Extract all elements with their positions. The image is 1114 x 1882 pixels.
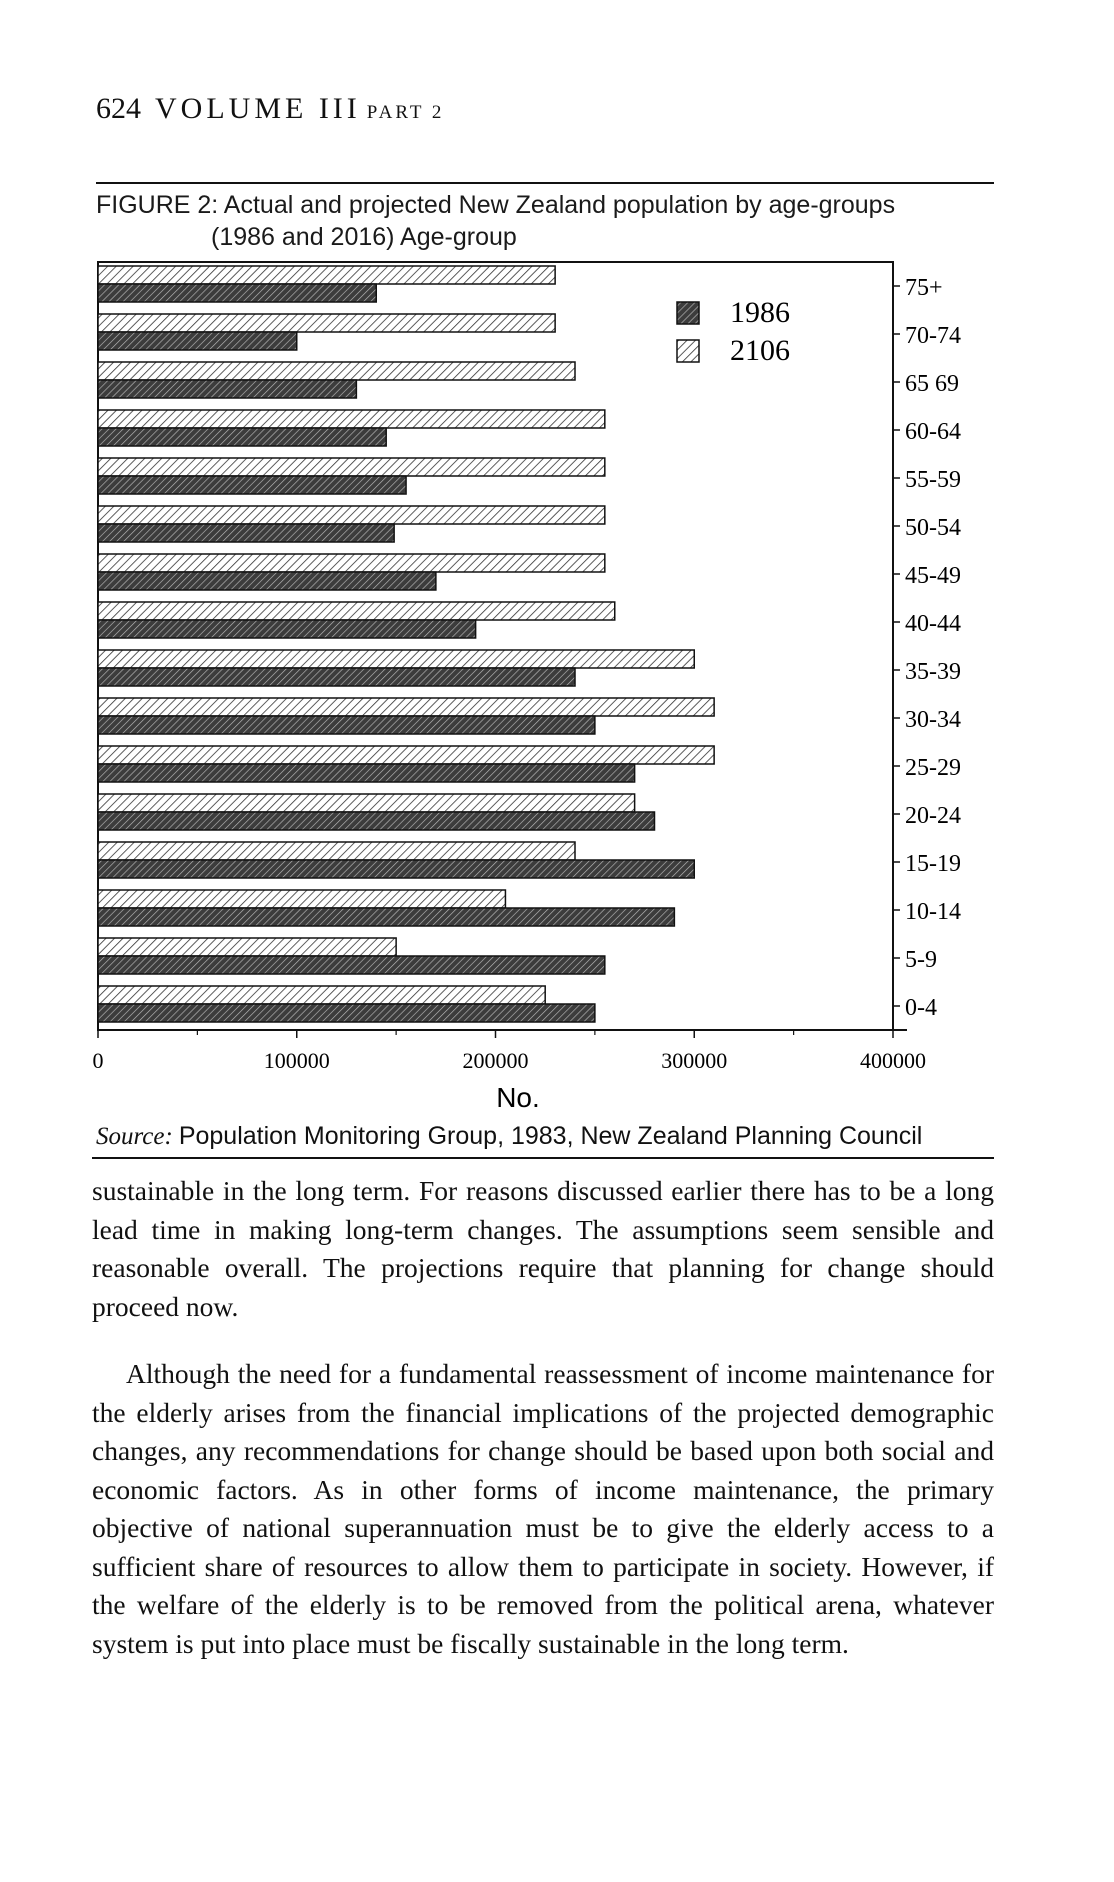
bar-2106-65-69: [98, 362, 575, 380]
legend-label-2106: 2106: [730, 334, 790, 367]
bar-1986-45-49: [98, 572, 436, 590]
bar-1986-40-44: [98, 620, 476, 638]
bar-1986-20-24: [98, 812, 655, 830]
legend-swatch-2106: [677, 340, 699, 362]
paragraph-1: sustainable in the long term. For reasons discussed earlier there has to be a long lead time in making long-term changes. The assumptions seem sensible and reasonable overall. The projections require that planning for change should proceed now.: [92, 1175, 994, 1322]
bar-2106-35-39: [98, 650, 694, 668]
y-tick-label-35-39: 35-39: [905, 659, 961, 685]
x-tick-label-300000: 300000: [661, 1048, 728, 1073]
bar-1986-5-9: [98, 956, 605, 974]
x-tick-label-0: 0: [92, 1048, 104, 1073]
x-tick-label-100000: 100000: [263, 1048, 330, 1073]
bar-2106-40-44: [98, 602, 615, 620]
y-tick-label-65-69: 65 69: [905, 371, 959, 397]
volume-label: VOLUME III: [155, 92, 361, 125]
bar-2106-75: [98, 266, 555, 284]
y-tick-label-50-54: 50-54: [905, 515, 961, 541]
source-label: Source:: [96, 1123, 173, 1150]
bar-2106-70-74: [98, 314, 555, 332]
caption-line-2: (1986 and 2016) Age-group: [211, 223, 517, 251]
bar-2106-10-14: [98, 890, 505, 908]
bar-1986-25-29: [98, 764, 635, 782]
bar-2106-15-19: [98, 842, 575, 860]
y-tick-label-45-49: 45-49: [905, 563, 961, 589]
x-tick-label-200000: 200000: [462, 1048, 529, 1073]
page-number: 624: [96, 92, 141, 125]
legend-swatch-1986: [677, 302, 699, 324]
bottom-rule: [92, 1157, 994, 1159]
caption-line-1: FIGURE 2: Actual and projected New Zealand population by age-groups: [96, 191, 896, 219]
y-tick-label-20-24: 20-24: [905, 803, 961, 829]
bar-2106-60-64: [98, 410, 605, 428]
bar-2106-25-29: [98, 746, 714, 764]
bar-2106-45-49: [98, 554, 605, 572]
bar-1986-0-4: [98, 1004, 595, 1022]
bar-1986-65-69: [98, 380, 356, 398]
bar-2106-0-4: [98, 986, 545, 1004]
y-tick-label-10-14: 10-14: [905, 899, 961, 925]
y-tick-label-75: 75+: [905, 275, 943, 301]
bars: [98, 266, 714, 1022]
legend: [677, 296, 790, 367]
bar-1986-30-34: [98, 716, 595, 734]
y-tick-label-70-74: 70-74: [905, 323, 961, 349]
paragraph-2: Although the need for a fundamental reassessment of income maintenance for the elderly arises from the financial implications of the projected demographic changes, any recommendations for change should be based upon both social and economic factors. As in other forms of income maintenance, the primary objective of national superannuation must be to give the elderly access to a sufficient share of resources to allow them to participate in society. However, if the welfare of the elderly is to be removed from the political arena, whatever system is put into place must be fiscally sustainable in the long term.: [92, 1358, 994, 1659]
source-text: Population Monitoring Group, 1983, New Zealand Planning Council: [178, 1122, 923, 1150]
bar-2106-30-34: [98, 698, 714, 716]
part-label: PART 2: [366, 102, 445, 123]
x-axis-label: No.: [496, 1082, 540, 1113]
bar-1986-75: [98, 284, 376, 302]
bar-2106-5-9: [98, 938, 396, 956]
y-tick-label-40-44: 40-44: [905, 611, 961, 637]
bar-2106-20-24: [98, 794, 635, 812]
y-tick-label-15-19: 15-19: [905, 851, 961, 877]
y-tick-label-55-59: 55-59: [905, 467, 961, 493]
bar-1986-15-19: [98, 860, 694, 878]
bar-1986-10-14: [98, 908, 674, 926]
y-tick-label-25-29: 25-29: [905, 755, 961, 781]
bar-1986-55-59: [98, 476, 406, 494]
y-tick-label-60-64: 60-64: [905, 419, 961, 445]
figure-source: [96, 1122, 922, 1151]
y-tick-label-30-34: 30-34: [905, 707, 961, 733]
y-tick-label-5-9: 5-9: [905, 947, 937, 973]
bar-1986-60-64: [98, 428, 386, 446]
bar-1986-70-74: [98, 332, 297, 350]
x-tick-label-400000: 400000: [860, 1048, 926, 1073]
bar-2106-50-54: [98, 506, 605, 524]
y-tick-label-0-4: 0-4: [905, 995, 937, 1021]
bar-1986-35-39: [98, 668, 575, 686]
bar-1986-50-54: [98, 524, 394, 542]
legend-label-1986: 1986: [730, 296, 790, 329]
bar-2106-55-59: [98, 458, 605, 476]
